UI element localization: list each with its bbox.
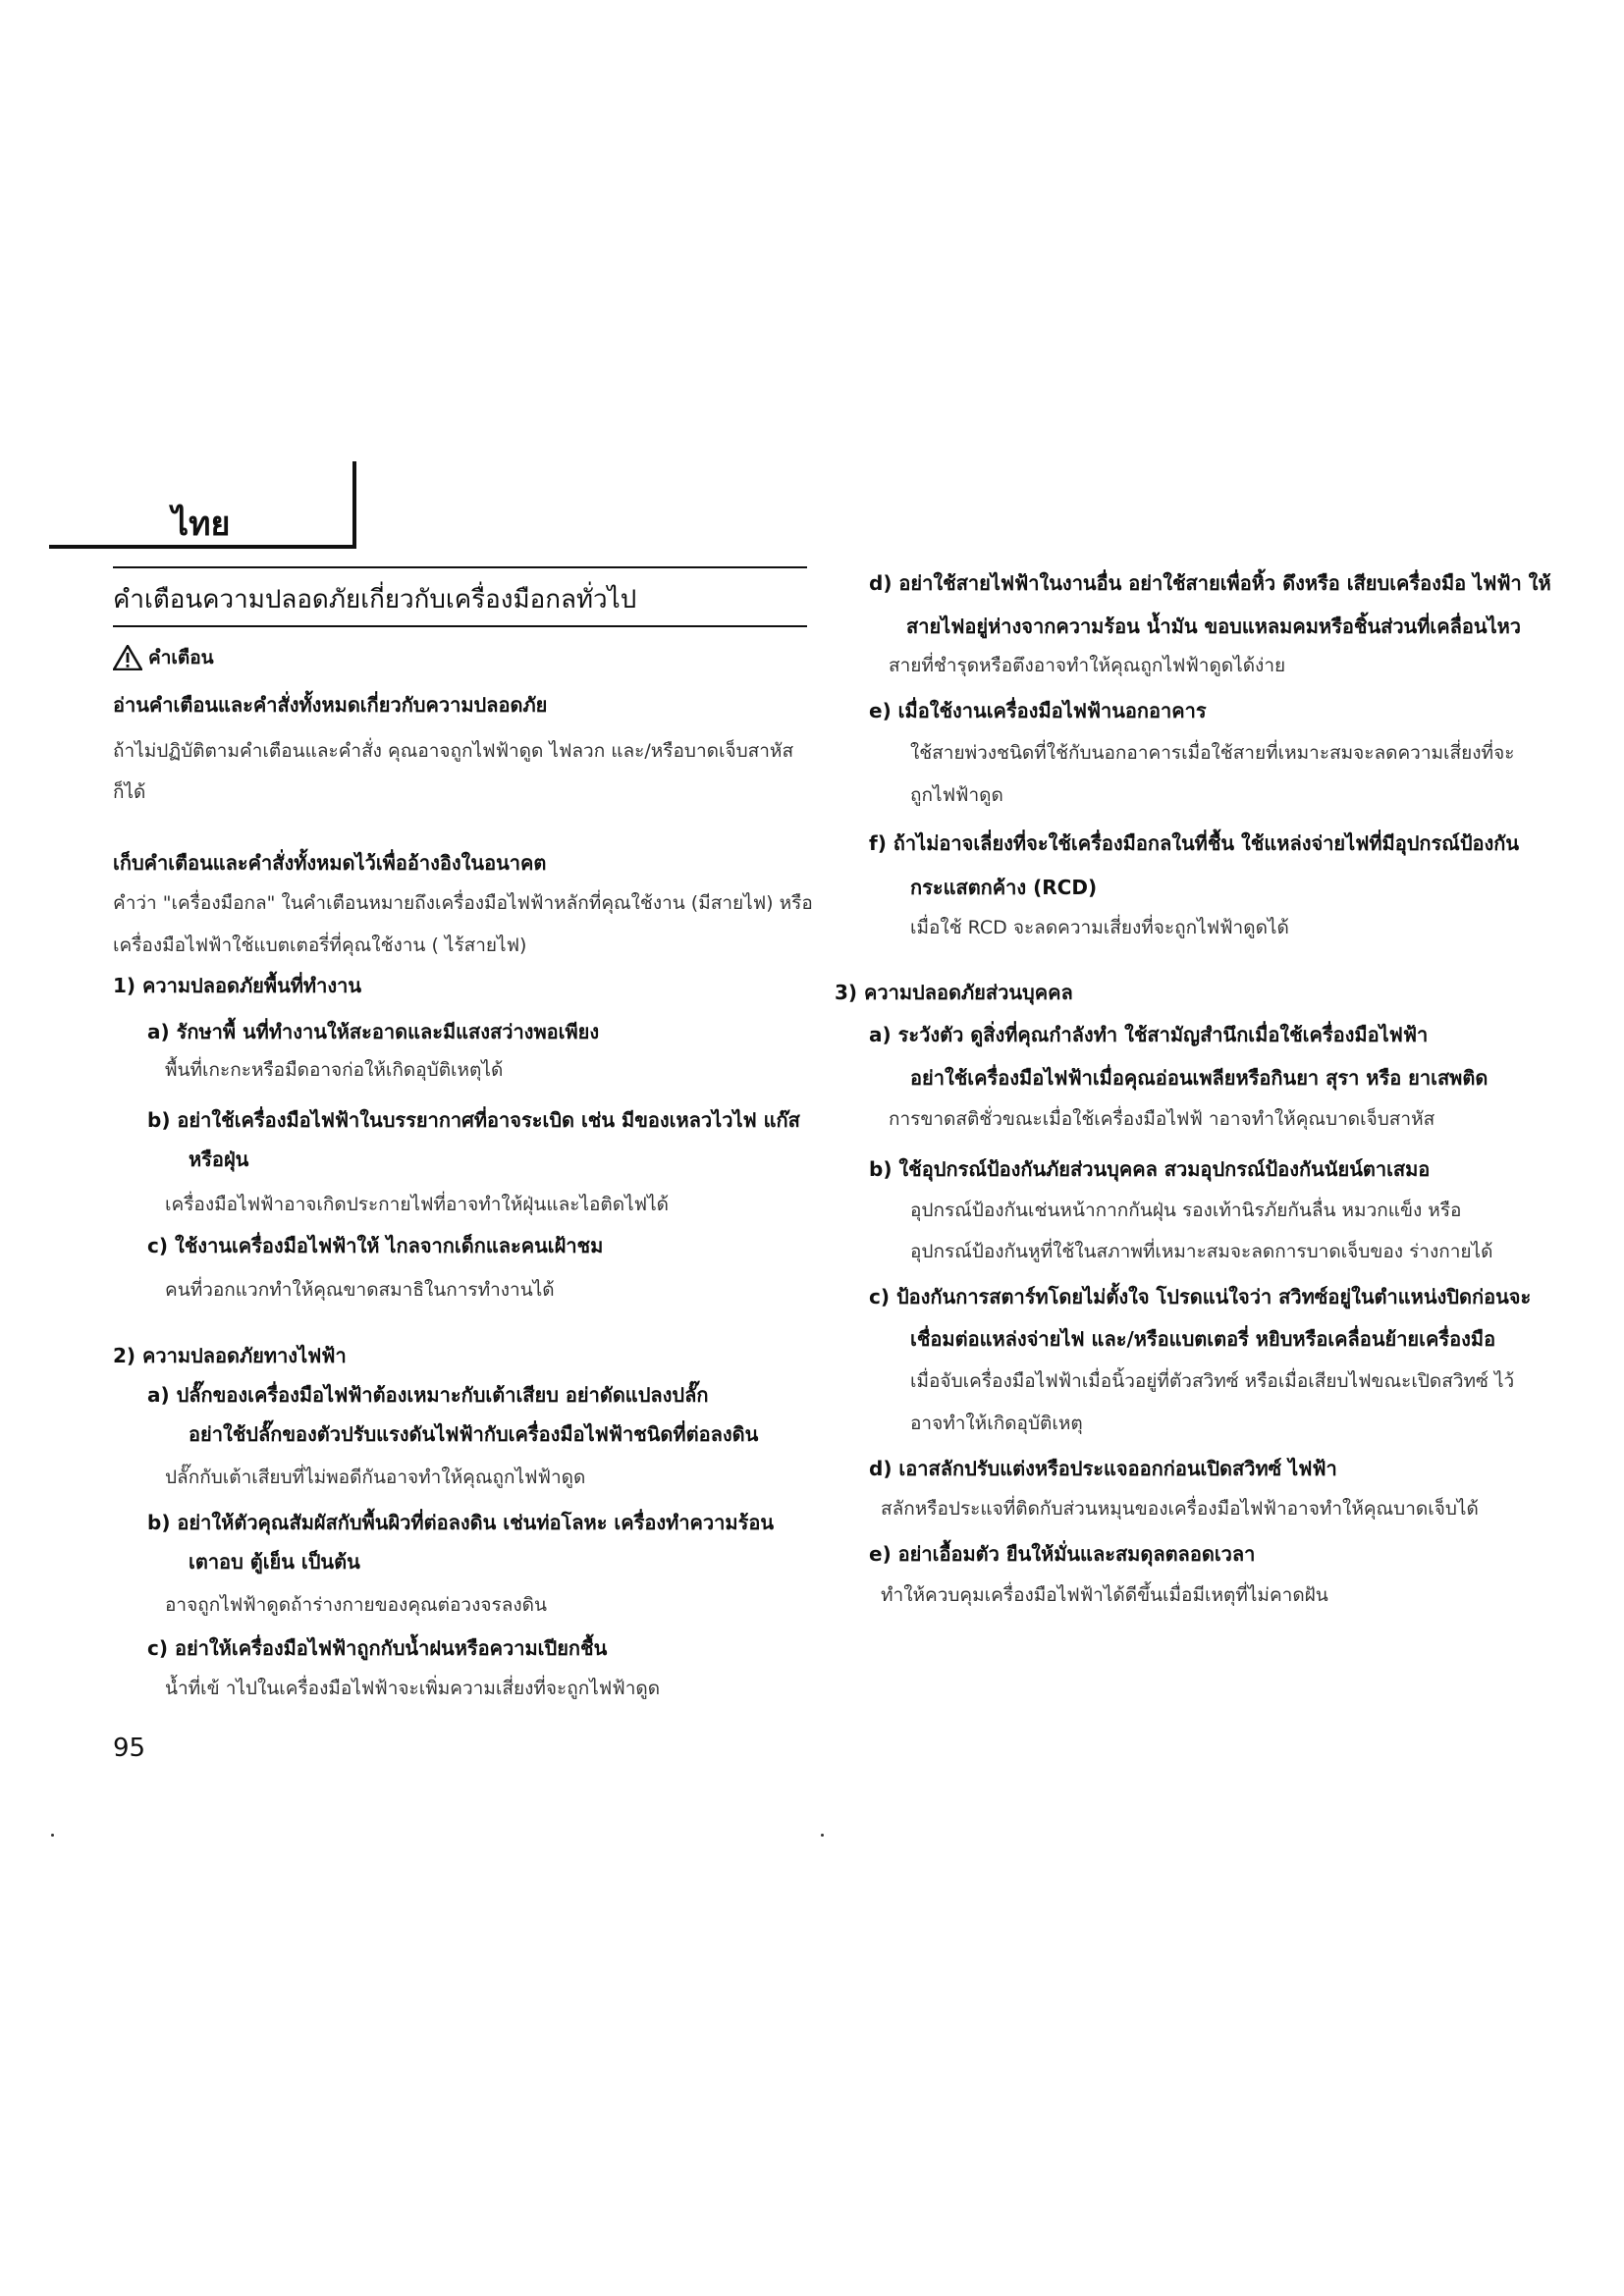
- s1-item-b-bold-2: หรือฝุ่น: [189, 1148, 249, 1171]
- s1-item-b-bold-1: b) อย่าใช้เครื่องมือไฟฟ้าในบรรยากาศที่อาจระเบิด เช่น มีของเหลวไวไฟ แก๊ส: [147, 1108, 800, 1132]
- s1-item-c-text: คนที่วอกแวกทำให้คุณขาดสมาธิในการทำงานได้: [165, 1279, 555, 1301]
- s2-item-c-text: น้ำที่เข้ าไปในเครื่องมือไฟฟ้าจะเพิ่มความเสี่ยงที่จะถูกไฟฟ้าดูด: [165, 1678, 661, 1699]
- s2-item-f-text: เมื่อใช้ RCD จะลดความเสี่ยงที่จะถูกไฟฟ้าดูดได้: [910, 917, 1289, 938]
- s2-item-a-text: ปลั๊กกับเต้าเสียบที่ไม่พอดีกันอาจทำให้คุณถูกไฟฟ้าดูด: [165, 1467, 586, 1488]
- s1-item-a-bold: a) รักษาพื้ นที่ทำงานให้สะอาดและมีแสงสว่างพอเพียง: [147, 1020, 600, 1043]
- s2-item-e-text-2: ถูกไฟฟ้าดูด: [910, 784, 1003, 806]
- s2-item-b-bold-1: b) อย่าให้ตัวคุณสัมผัสกับพื้นผิวที่ต่อลงดิน เช่นท่อโลหะ เครื่องทำความร้อน: [147, 1511, 774, 1534]
- language-label: ไทย: [172, 505, 231, 544]
- warning-triangle-icon: [113, 645, 142, 670]
- s3-item-c-bold-1: c) ป้องกันการสตาร์ทโดยไม่ตั้งใจ โปรดแน่ใจว่า สวิทซ์อยู่ในตำแหน่งปิดก่อนจะ: [869, 1285, 1532, 1308]
- scan-speck-left: [51, 1834, 54, 1837]
- warning-body-line-2: ก็ได้: [113, 781, 146, 803]
- s1-item-b-text: เครื่องมือไฟฟ้าอาจเกิดประกายไฟที่อาจทำให้ฝุ่นและไอติดไฟได้: [165, 1194, 669, 1215]
- scan-speck-right: [821, 1834, 824, 1837]
- title-rule-top: [113, 566, 807, 568]
- s2-item-d-text: สายที่ชำรุดหรือตึงอาจทำให้คุณถูกไฟฟ้าดูดได้ง่าย: [889, 655, 1286, 676]
- s3-item-b-text-1: อุปกรณ์ป้องกันเช่นหน้ากากกันฝุ่น รองเท้านิรภัยกันลื่น หมวกแข็ง หรือ: [910, 1200, 1462, 1221]
- section-3-heading: 3) ความปลอดภัยส่วนบุคคล: [835, 981, 1073, 1004]
- s3-item-a-bold-1: a) ระวังตัว ดูสิ่งที่คุณกำลังทำ ใช้สามัญสำนึกเมื่อใช้เครื่องมือไฟฟ้า: [869, 1023, 1429, 1046]
- title-rule-bottom: [113, 625, 807, 627]
- s2-item-b-bold-2: เตาอบ ตู้เย็น เป็นต้น: [189, 1550, 360, 1574]
- warning-body-line-1: ถ้าไม่ปฏิบัติตามคำเตือนและคำสั่ง คุณอาจถูกไฟฟ้าดูด ไฟลวก และ/หรือบาดเจ็บสาหัส: [113, 740, 794, 762]
- s2-item-d-bold-2: สายไฟอยู่ห่างจากความร้อน น้ำมัน ขอบแหลมคมหรือชิ้นส่วนที่เคลื่อนไหว: [906, 614, 1522, 638]
- s3-item-e-text: ทำให้ควบคุมเครื่องมือไฟฟ้าได้ดีขึ้นเมื่อมีเหตุที่ไม่คาดฝัน: [881, 1584, 1328, 1606]
- s3-item-d-text: สลักหรือประแจที่ติดกับส่วนหมุนของเครื่องมือไฟฟ้าอาจทำให้คุณบาดเจ็บได้: [881, 1498, 1479, 1520]
- section-title: คำเตือนความปลอดภัยเกี่ยวกับเครื่องมือกลทั่วไป: [113, 585, 637, 614]
- s3-item-b-text-2: อุปกรณ์ป้องกันหูที่ใช้ในสภาพที่เหมาะสมจะลดการบาดเจ็บของ ร่างกายได้: [910, 1241, 1493, 1262]
- s3-item-c-text-1: เมื่อจับเครื่องมือไฟฟ้าเมื่อนิ้วอยู่ที่ตัวสวิทซ์ หรือเมื่อเสียบไฟขณะเปิดสวิทซ์ ไว้: [910, 1370, 1515, 1392]
- warning-heading: อ่านคำเตือนและคำสั่งทั้งหมดเกี่ยวกับความปลอดภัย: [113, 693, 548, 717]
- warning-label: คำเตือน: [148, 647, 214, 668]
- section-2-heading: 2) ความปลอดภัยทางไฟฟ้า: [113, 1344, 347, 1367]
- keep-heading: เก็บคำเตือนและคำสั่งทั้งหมดไว้เพื่ออ้างอิงในอนาคต: [113, 851, 547, 875]
- s2-item-e-bold: e) เมื่อใช้งานเครื่องมือไฟฟ้านอกอาคาร: [869, 699, 1207, 722]
- s1-item-c-bold: c) ใช้งานเครื่องมือไฟฟ้าให้ ไกลจากเด็กและคนเฝ้าชม: [147, 1234, 604, 1257]
- s3-item-b-bold: b) ใช้อุปกรณ์ป้องกันภัยส่วนบุคคล สวมอุปกรณ์ป้องกันนัยน์ตาเสมอ: [869, 1157, 1431, 1181]
- s3-item-d-bold: d) เอาสลักปรับแต่งหรือประแจออกก่อนเปิดสวิทซ์ ไฟฟ้า: [869, 1457, 1337, 1480]
- section-1-heading: 1) ความปลอดภัยพื้นที่ทำงาน: [113, 974, 362, 997]
- s2-item-a-bold-1: a) ปลั๊กของเครื่องมือไฟฟ้าต้องเหมาะกับเต้าเสียบ อย่าดัดแปลงปลั๊ก: [147, 1383, 709, 1407]
- s2-item-f-bold-2: กระแสตกค้าง (RCD): [910, 876, 1098, 899]
- page-number: 95: [113, 1734, 146, 1763]
- s2-item-a-bold-2: อย่าใช้ปลั๊กของตัวปรับแรงดันไฟฟ้ากับเครื่องมือไฟฟ้าชนิดที่ต่อลงดิน: [189, 1422, 759, 1446]
- s3-item-e-bold: e) อย่าเอื้อมตัว ยืนให้มั่นและสมดุลตลอดเวลา: [869, 1542, 1256, 1566]
- warning-header: [113, 643, 214, 672]
- s3-item-a-text: การขาดสติชั่วขณะเมื่อใช้เครื่องมือไฟฟ้ าอาจทำให้คุณบาดเจ็บสาหัส: [889, 1108, 1435, 1130]
- s2-item-b-text: อาจถูกไฟฟ้าดูดถ้าร่างกายของคุณต่อวงจรลงดิน: [165, 1594, 547, 1616]
- s3-item-c-bold-2: เชื่อมต่อแหล่งจ่ายไฟ และ/หรือแบตเตอรี่ หยิบหรือเคลื่อนย้ายเครื่องมือ: [910, 1327, 1496, 1351]
- s3-item-a-bold-2: อย่าใช้เครื่องมือไฟฟ้าเมื่อคุณอ่อนเพลียหรือกินยา สุรา หรือ ยาเสพติด: [910, 1066, 1489, 1090]
- s2-item-e-text-1: ใช้สายพ่วงชนิดที่ใช้กับนอกอาคารเมื่อใช้สายที่เหมาะสมจะลดความเสี่ยงที่จะ: [910, 742, 1515, 764]
- keep-body-line-1: คำว่า "เครื่องมือกล" ในคำเตือนหมายถึงเครื่องมือไฟฟ้าหลักที่คุณใช้งาน (มีสายไฟ) หรือ: [113, 892, 813, 914]
- s2-item-f-bold-1: f) ถ้าไม่อาจเลี่ยงที่จะใช้เครื่องมือกลในที่ชื้น ใช้แหล่งจ่ายไฟที่มีอุปกรณ์ป้องกัน: [869, 831, 1520, 855]
- keep-body-line-2: เครื่องมือไฟฟ้าใช้แบตเตอรี่ที่คุณใช้งาน ( ไร้สายไฟ): [113, 934, 527, 956]
- s2-item-c-bold: c) อย่าให้เครื่องมือไฟฟ้าถูกกับน้ำฝนหรือความเปียกชื้น: [147, 1636, 608, 1660]
- s1-item-a-text: พื้นที่เกะกะหรือมืดอาจก่อให้เกิดอุบัติเหตุได้: [165, 1059, 504, 1081]
- language-tab-divider: [352, 461, 356, 549]
- s3-item-c-text-2: อาจทำให้เกิดอุบัติเหตุ: [910, 1413, 1083, 1434]
- s2-item-d-bold-1: d) อย่าใช้สายไฟฟ้าในงานอื่น อย่าใช้สายเพื่อหิ้ว ดึงหรือ เสียบเครื่องมือ ไฟฟ้า ให้: [869, 571, 1551, 595]
